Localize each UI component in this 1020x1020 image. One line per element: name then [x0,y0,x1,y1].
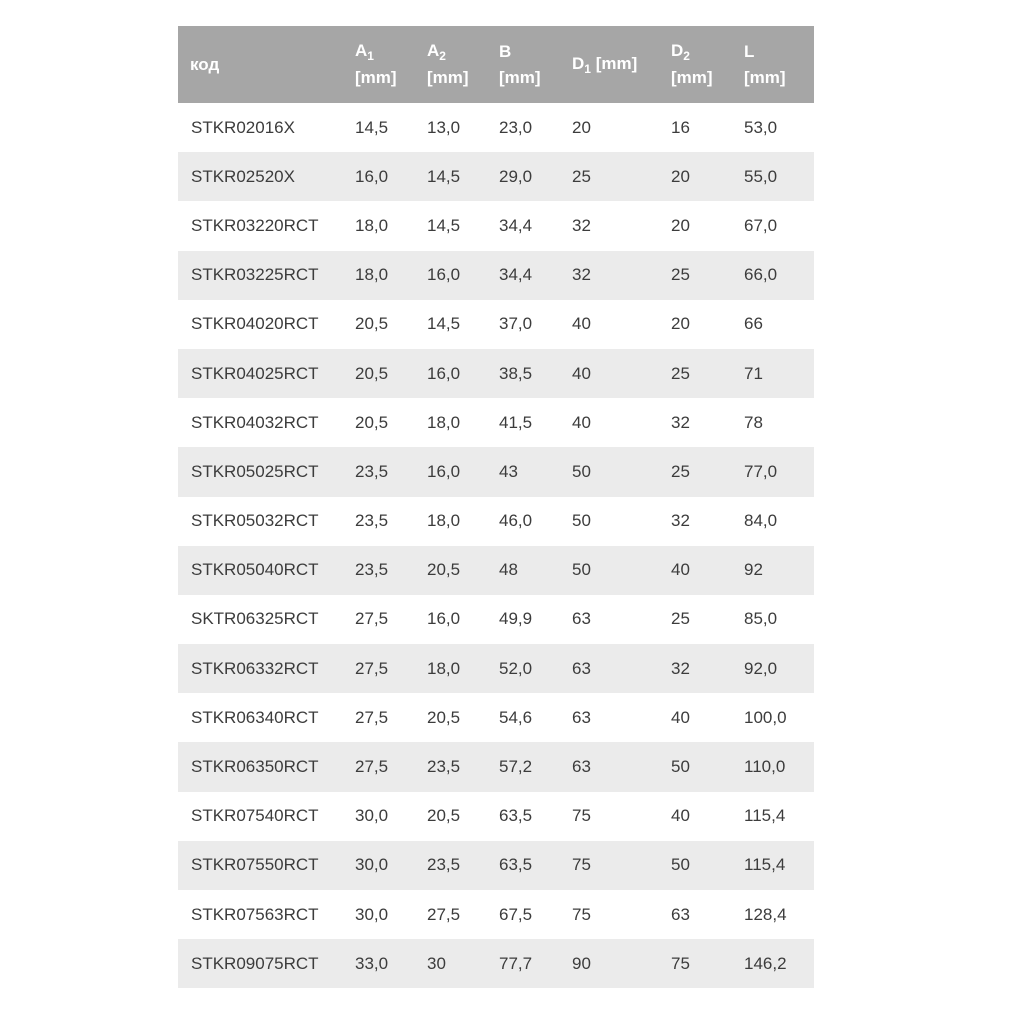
cell-b: 49,9 [499,609,533,629]
cell-d2: 75 [671,953,690,973]
cell-d1: 20 [572,117,591,137]
cell-a1: 20,5 [355,412,389,432]
cell-l: 66 [744,314,763,334]
header-d2: $D_2$ [mm] [671,41,713,87]
cell-a2: 20,5 [427,707,461,727]
cell-d1: 50 [572,560,591,580]
cell-code: STKR05025RCT [191,461,319,481]
cell-code: STKR06332RCT [191,658,319,678]
cell-code: STKR07563RCT [191,904,319,924]
table-row [178,300,814,349]
cell-code: STKR06340RCT [191,707,319,727]
cell-b: 38,5 [499,363,533,383]
cell-l: 128,4 [744,904,787,924]
header-a1: $A_1$ [mm] [355,41,397,87]
cell-b: 34,4 [499,215,533,235]
cell-a2: 16,0 [427,609,461,629]
cell-a1: 27,5 [355,658,389,678]
table-row [178,546,814,595]
cell-l: 100,0 [744,707,787,727]
cell-l: 92,0 [744,658,778,678]
table-row [178,890,814,939]
cell-code: STKR04020RCT [191,314,319,334]
cell-d1: 40 [572,363,591,383]
cell-d1: 75 [572,806,591,826]
cell-d2: 50 [671,855,690,875]
cell-a2: 14,5 [427,314,461,334]
cell-a1: 23,5 [355,560,389,580]
cell-d2: 32 [671,412,690,432]
table-row [178,742,814,791]
table-row [178,201,814,250]
cell-l: 67,0 [744,215,778,235]
cell-d2: 32 [671,658,690,678]
cell-d1: 50 [572,511,591,531]
cell-a2: 27,5 [427,904,461,924]
cell-a2: 14,5 [427,166,461,186]
cell-a2: 18,0 [427,412,461,432]
cell-d2: 20 [671,215,690,235]
cell-d2: 50 [671,757,690,777]
cell-l: 146,2 [744,953,787,973]
header-d1: $D_1$ [mm] [572,54,638,76]
cell-l: 55,0 [744,166,778,186]
cell-d2: 25 [671,363,690,383]
cell-b: 57,2 [499,757,533,777]
table-row [178,693,814,742]
cell-a2: 23,5 [427,855,461,875]
cell-l: 115,4 [744,806,786,826]
table-row [178,447,814,496]
cell-code: STKR07540RCT [191,806,319,826]
cell-d1: 50 [572,461,591,481]
cell-l: 66,0 [744,265,778,285]
header-row [178,26,814,103]
table-row [178,644,814,693]
cell-d1: 63 [572,707,591,727]
cell-b: 54,6 [499,707,533,727]
cell-a2: 18,0 [427,511,461,531]
cell-code: STKR04032RCT [191,412,319,432]
cell-d2: 40 [671,707,690,727]
cell-code: STKR02016X [191,117,295,137]
cell-a1: 23,5 [355,511,389,531]
cell-d2: 40 [671,806,690,826]
cell-b: 34,4 [499,265,533,285]
cell-a2: 30 [427,953,446,973]
cell-d1: 32 [572,265,591,285]
cell-d1: 75 [572,904,591,924]
cell-code: STKR06350RCT [191,757,319,777]
cell-a2: 20,5 [427,806,461,826]
cell-b: 52,0 [499,658,533,678]
cell-d2: 25 [671,265,690,285]
cell-d2: 32 [671,511,690,531]
cell-a1: 16,0 [355,166,389,186]
spec-table [178,26,814,988]
cell-a1: 27,5 [355,707,389,727]
cell-b: 48 [499,560,518,580]
cell-d1: 40 [572,314,591,334]
cell-a1: 18,0 [355,265,389,285]
cell-code: STKR04025RCT [191,363,319,383]
table-row [178,497,814,546]
cell-b: 63,5 [499,806,533,826]
cell-a1: 33,0 [355,953,389,973]
cell-a1: 27,5 [355,757,389,777]
cell-a1: 30,0 [355,904,389,924]
cell-d2: 20 [671,166,690,186]
cell-a1: 27,5 [355,609,389,629]
cell-b: 23,0 [499,117,533,137]
cell-l: 71 [744,363,763,383]
cell-l: 85,0 [744,609,778,629]
header-b: B [mm] [499,41,541,87]
cell-d1: 25 [572,166,591,186]
cell-l: 92 [744,560,763,580]
table-row [178,152,814,201]
table-row [178,595,814,644]
cell-b: 43 [499,461,518,481]
cell-b: 29,0 [499,166,533,186]
cell-l: 78 [744,412,763,432]
cell-a2: 16,0 [427,363,461,383]
cell-a1: 23,5 [355,461,389,481]
cell-b: 63,5 [499,855,533,875]
cell-a2: 16,0 [427,461,461,481]
cell-code: STKR05040RCT [191,560,319,580]
cell-a1: 30,0 [355,806,389,826]
cell-b: 77,7 [499,953,533,973]
cell-d1: 63 [572,757,591,777]
cell-a1: 30,0 [355,855,389,875]
header-a2: $A_2$ [mm] [427,41,469,87]
header-code: код [190,54,220,74]
cell-l: 110,0 [744,757,786,777]
cell-code: STKR07550RCT [191,855,319,875]
cell-a2: 16,0 [427,265,461,285]
cell-d1: 63 [572,658,591,678]
cell-d2: 20 [671,314,690,334]
table-row [178,251,814,300]
cell-d2: 40 [671,560,690,580]
table-row [178,398,814,447]
cell-d2: 63 [671,904,690,924]
cell-b: 37,0 [499,314,533,334]
cell-b: 41,5 [499,412,533,432]
header-l: L [mm] [744,41,786,87]
cell-d2: 16 [671,117,690,137]
cell-b: 46,0 [499,511,533,531]
cell-a2: 23,5 [427,757,461,777]
cell-code: STKR05032RCT [191,511,319,531]
cell-d2: 25 [671,609,690,629]
cell-code: SKTR06325RCT [191,609,319,629]
cell-l: 53,0 [744,117,778,137]
table-row [178,792,814,841]
cell-l: 77,0 [744,461,778,481]
cell-d1: 63 [572,609,591,629]
table-row [178,103,814,152]
table-row [178,841,814,890]
cell-d1: 40 [572,412,591,432]
cell-code: STKR03225RCT [191,265,319,285]
cell-a2: 18,0 [427,658,461,678]
cell-d1: 90 [572,953,591,973]
table-row [178,939,814,988]
cell-b: 67,5 [499,904,533,924]
spec-table-container [178,26,814,988]
cell-d2: 25 [671,461,690,481]
cell-code: STKR03220RCT [191,215,319,235]
cell-a1: 20,5 [355,363,389,383]
cell-l: 115,4 [744,855,786,875]
cell-a2: 14,5 [427,215,461,235]
cell-a2: 20,5 [427,560,461,580]
table-row [178,349,814,398]
cell-d1: 32 [572,215,591,235]
cell-d1: 75 [572,855,591,875]
cell-l: 84,0 [744,511,778,531]
cell-code: STKR09075RCT [191,953,319,973]
cell-code: STKR02520X [191,166,295,186]
table-body [178,103,814,988]
cell-a1: 14,5 [355,117,389,137]
cell-a2: 13,0 [427,117,461,137]
cell-a1: 20,5 [355,314,389,334]
cell-a1: 18,0 [355,215,389,235]
